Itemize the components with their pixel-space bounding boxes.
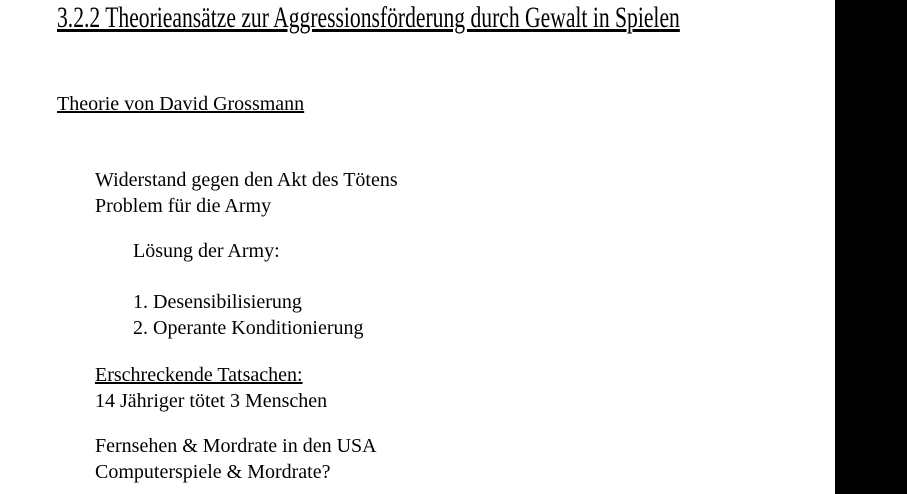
page-title: 3.2.2 Theorieansätze zur Aggressionsförderung durch Gewalt in Spielen: [57, 1, 680, 34]
paragraph-solution: [133, 238, 280, 264]
text-line: Computerspiele & Mordrate?: [95, 461, 331, 483]
text-line: Fernsehen & Mordrate in den USA: [95, 435, 377, 457]
paragraph-facts: [95, 362, 327, 414]
list-item: 2. Operante Konditionierung: [133, 317, 364, 339]
text-line: Widerstand gegen den Akt des Tötens: [95, 169, 398, 191]
paragraph-resistance: [95, 167, 398, 219]
numbered-list: [133, 289, 364, 341]
list-item: 1. Desensibilisierung: [133, 291, 302, 313]
facts-heading: Erschreckende Tatsachen:: [95, 364, 303, 386]
section-heading: Theorie von David Grossmann: [57, 93, 305, 115]
paragraph-media: [95, 433, 377, 485]
text-line: Lösung der Army:: [133, 240, 280, 262]
right-black-bar: [835, 0, 907, 494]
text-line: Problem für die Army: [95, 195, 272, 217]
text-line: 14 Jähriger tötet 3 Menschen: [95, 390, 328, 412]
